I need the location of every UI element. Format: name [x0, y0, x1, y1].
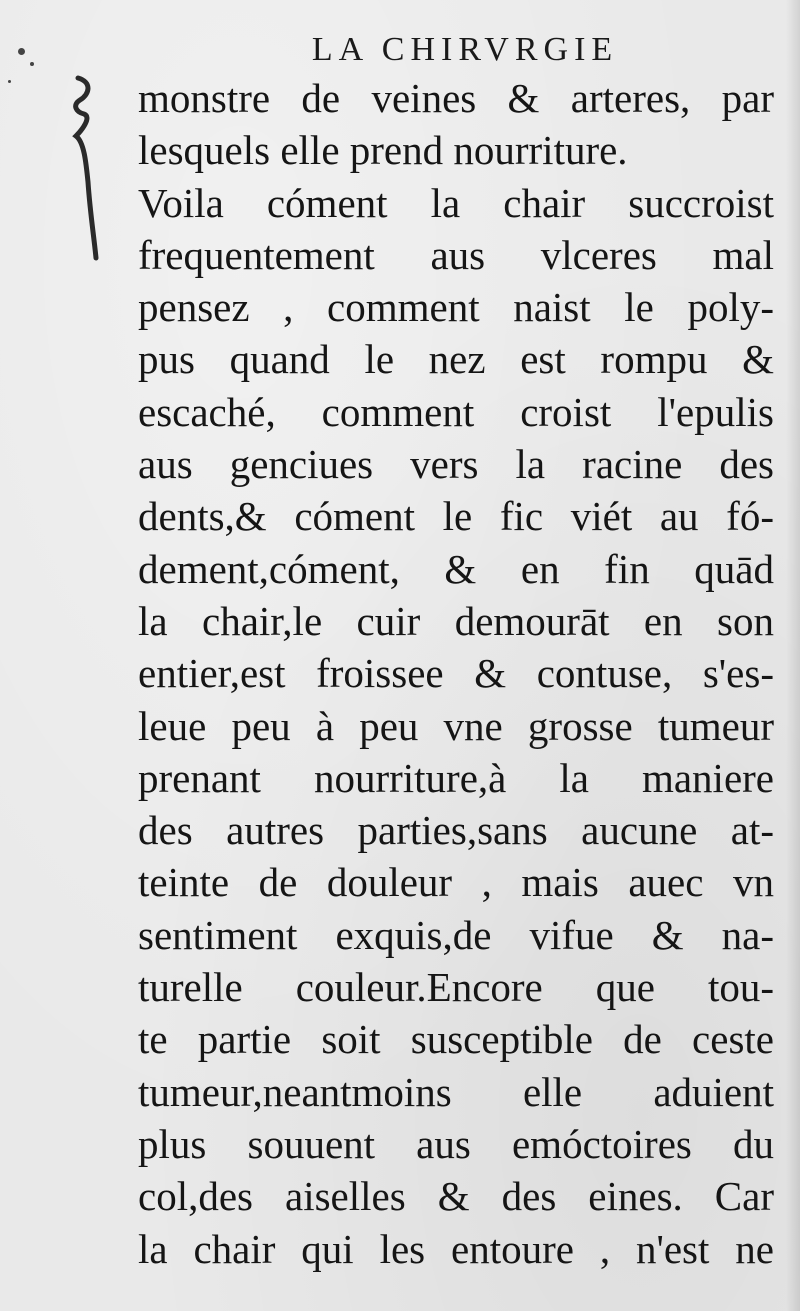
text-line: entier,est froissee & contuse, s'es-: [138, 650, 774, 697]
text-line: pensez , comment naist le poly-: [138, 284, 774, 331]
text-line: te partie soit susceptible de ceste: [138, 1016, 774, 1063]
text-line: escaché, comment croist l'epulis: [138, 388, 774, 435]
text-line: la chair,le cuir demourāt en son: [138, 597, 774, 644]
margin-bracket-mark: [58, 72, 106, 262]
text-line: la chair qui les entoure , n'est ne: [138, 1225, 774, 1272]
text-line: sentiment exquis,de vifue & na-: [138, 911, 774, 958]
running-head: LA CHIRVRGIE: [311, 31, 619, 68]
text-line: turelle couleur.Encore que tou-: [138, 964, 774, 1011]
text-line: tumeur,neantmoins elle aduient: [138, 1068, 774, 1115]
text-line: col,des aiselles & des eines. Car: [138, 1173, 774, 1220]
text-line: Voila cóment la chair succroist: [138, 179, 774, 226]
body-text: [138, 72, 774, 1275]
text-line: leue peu à peu vne grosse tumeur: [138, 702, 774, 749]
text-line: aus genciues vers la racine des: [138, 441, 774, 488]
text-line: dement,cóment, & en fin quād: [138, 545, 774, 592]
text-line: lesquels elle prend nourriture.: [138, 127, 628, 174]
text-line: frequentement aus vlceres mal: [138, 231, 774, 278]
text-line: des autres parties,sans aucune at-: [138, 807, 774, 854]
text-line: plus souuent aus emóctoires du: [138, 1120, 774, 1167]
text-line: pus quand le nez est rompu &: [138, 336, 774, 383]
text-line: dents,& cóment le fic viét au fó-: [138, 493, 774, 540]
ink-speck: [8, 80, 11, 83]
text-line: prenant nourriture,à la maniere: [138, 754, 774, 801]
text-line: monstre de veines & arteres, par: [138, 75, 774, 121]
page-edge-shadow: [786, 0, 800, 1311]
text-line: teinte de douleur , mais auec vn: [138, 859, 774, 906]
